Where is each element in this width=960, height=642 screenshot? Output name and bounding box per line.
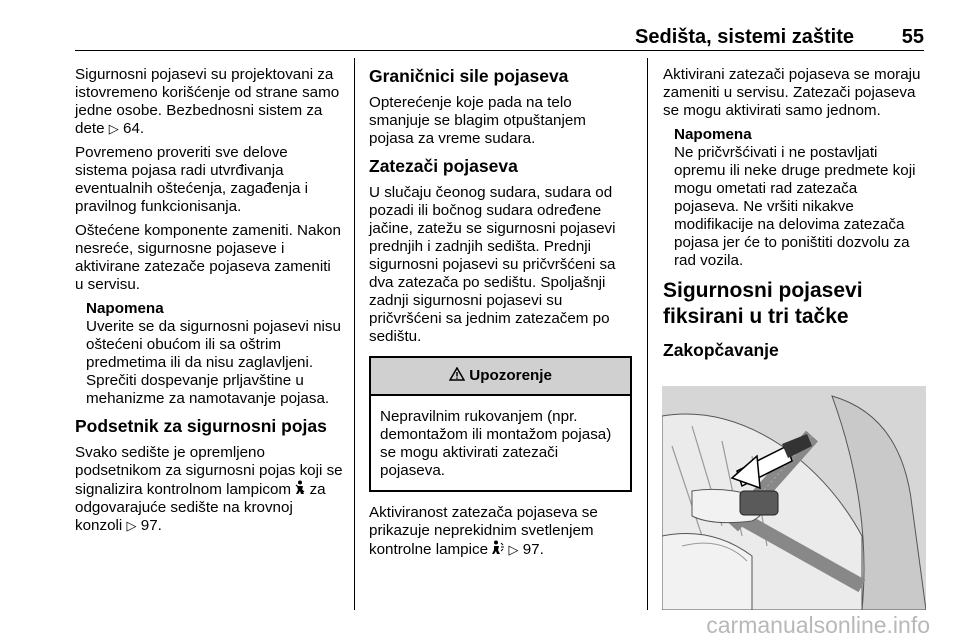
watermark-text: carmanualsonline.info bbox=[706, 612, 930, 638]
note-text: Ne pričvršćivati i ne postavljati opremu ili neke druge predmete koji mogu ometati rad zatezača pojaseva. Ne vršiti nikakve modifikacije na delovima zatezača pojasa jer će to poništiti dozvolu za rad vozila. bbox=[674, 144, 916, 269]
chapter-heading: Sigurnosni pojasevi fiksirani u tri tačke bbox=[663, 279, 863, 328]
page-reference-icon: ▷ bbox=[126, 518, 137, 533]
paragraph bbox=[369, 504, 632, 559]
paragraph: Opterećenje koje pada na telo smanjuje se blagim otpuštanjem pojasa za vreme sudara. bbox=[369, 94, 586, 147]
paragraph-text: Svako sedište je opremljeno podsetnikom za sigurnosni pojas koji se signalizira kontrolnom lampicom bbox=[75, 444, 343, 498]
page-header bbox=[75, 26, 924, 51]
note-block bbox=[86, 300, 343, 408]
column-divider bbox=[647, 58, 648, 610]
paragraph-text: Aktiviranost zatezača pojaseva se prikazuje neprekidnim svetlenjem kontrolne lampice bbox=[369, 504, 598, 558]
paragraph bbox=[75, 66, 343, 138]
paragraph-text: za odgovarajuće sedište na krovnoj konzoli bbox=[75, 481, 326, 534]
paragraph-text: Sigurnosni pojasevi su projektovani za istovremeno korišćenje od strane samo jedne osobe. Bezbednosni sistem za dete bbox=[75, 66, 340, 137]
column-left bbox=[75, 66, 343, 541]
section-heading: Graničnici sile pojaseva bbox=[369, 66, 569, 86]
note-block bbox=[674, 126, 926, 270]
note-title: Napomena bbox=[674, 126, 752, 143]
paragraph: U slučaju čeonog sudara, sudara od pozadi ili bočnog sudara određene jačine, zatežu se sigurnosni pojasevi prednjih i zadnjih sedišta. Prednji sigurnosni pojasevi su pričvršćeni sa dva zatezača po sedištu. Spoljašnji zadnji sigurnosni pojasevi su pričvršćeni sa jednim zatezačem po sedištu. bbox=[369, 184, 616, 345]
page-reference[interactable]: 97. bbox=[140, 517, 162, 534]
page-reference-icon: ▷ bbox=[508, 542, 519, 557]
section-heading: Zakopčavanje bbox=[663, 340, 779, 360]
column-right bbox=[663, 66, 926, 368]
warning-text: Nepravilnim rukovanjem (npr. demontažom ili montažom pojasa) se mogu aktivirati zatezači pojaseva. bbox=[380, 408, 612, 479]
page-reference[interactable]: 64. bbox=[123, 120, 145, 137]
section-heading: Podsetnik za sigurnosni pojas bbox=[75, 416, 327, 436]
page-reference-icon: ▷ bbox=[108, 121, 119, 136]
warning-box bbox=[369, 356, 632, 492]
seatbelt-reminder-icon bbox=[295, 481, 309, 498]
seatbelt-buckling-illustration bbox=[662, 386, 926, 610]
paragraph: Oštećene komponente zameniti. Nakon nesreće, sigurnosne pojaseve i aktivirane zatezače pojaseva zameniti u servisu. bbox=[75, 222, 341, 293]
warning-header bbox=[371, 358, 630, 396]
warning-title: Upozorenje bbox=[469, 367, 552, 384]
airbag-pretensioner-icon bbox=[492, 541, 508, 558]
paragraph: Povremeno proveriti sve delove sistema pojasa radi utvrđivanja eventualnih oštećenja, zagađenja i pravilnog funkcionisanja. bbox=[75, 144, 309, 215]
column-divider bbox=[354, 58, 355, 610]
column-middle bbox=[369, 66, 632, 565]
page-number: 55 bbox=[901, 26, 924, 48]
warning-triangle-icon bbox=[449, 367, 469, 384]
page-reference[interactable]: 97. bbox=[522, 541, 544, 558]
page-title: Sedišta, sistemi zaštite bbox=[635, 26, 854, 48]
paragraph bbox=[75, 444, 343, 535]
note-text: Uverite se da sigurnosni pojasevi nisu oštećeni obućom ili sa oštrim predmetima ili da nisu zaglavljeni. Sprečiti dospevanje prljavštine u mehanizme za namotavanje pojasa. bbox=[86, 318, 341, 407]
paragraph: Aktivirani zatezači pojaseva se moraju zameniti u servisu. Zatezači pojaseva se mogu aktivirati samo jednom. bbox=[663, 66, 921, 119]
section-heading: Zatezači pojaseva bbox=[369, 156, 518, 176]
note-title: Napomena bbox=[86, 300, 164, 317]
